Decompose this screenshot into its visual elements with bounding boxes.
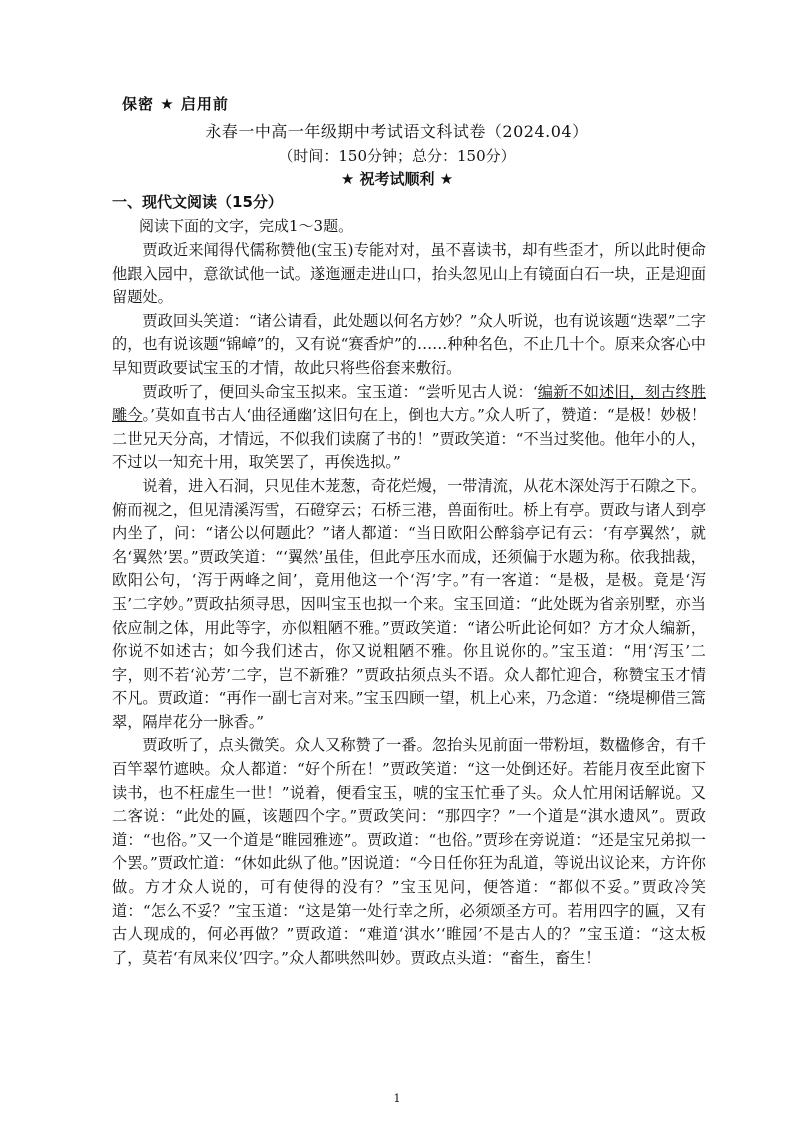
passage-paragraph-3 [112, 381, 706, 475]
exam-title: 永春一中高一年级期中考试语文科试卷（2024.04） [205, 122, 589, 141]
exam-subtitle: （时间：150分钟；总分：150分） [278, 147, 516, 165]
passage-paragraph-1: 贾政近来闻得代儒称赞他(宝玉)专能对对，虽不喜读书，却有些歪才，所以此时便命他跟入园中，意欲试他一试。遂迤逦走进山口，抬头忽见山上有镜面白石一块，正是迎面留题处。 [112, 241, 706, 307]
confidential-mark: 保密 ★ 启用前 [122, 95, 229, 113]
section-instruction: 阅读下面的文字，完成1～3题。 [139, 217, 354, 235]
passage-paragraph-5: 贾政听了，点头微笑。众人又称赞了一番。忽抬头见前面一带粉垣，数楹修舍，有千百竿翠竹遮映。众人都道：“好个所在！”贾政笑道：“这一处倒还好。若能月夜至此窗下读书，也不枉虚生一世！”说着，便看宝玉，唬的宝玉忙垂了头。众人忙用闲话解说。又二客说：“此处的匾，该题四个字。”贾政笑问：“那四字？”一个道是“淇水遗风”。贾政道：“也俗。”又一个道是“睢园雅迹”。贾政道：“也俗。”贾珍在旁说道：“还是宝兄弟拟一个罢。”贾政忙道：“休如此纵了他。”因说道：“今日任你狂为乱道，等说出议论来，方许你做。方才众人说的，可有使得的没有？”宝玉见问，便答道：“都似不妥。”贾政冷笑道：“怎么不妥？”宝玉道：“这是第一处行幸之所，必须颂圣方可。若用四字的匾，又有古人现成的，何必再做？”贾政道：“难道‘淇水’‘睢园’不是古人的？”宝玉道：“这太板了，莫若‘有凤来仪’四字。”众人都哄然叫妙。贾政点头道：“畜生，畜生！ [112, 736, 706, 967]
section-heading: 一、现代文阅读（15分） [112, 193, 283, 211]
reading-passage [112, 239, 706, 970]
passage-paragraph-2: 贾政回头笑道：“诸公请看，此处题以何名方妙？”众人听说，也有说该题“迭翠”二字的，也有说该题“锦嶂”的，又有说“赛香炉”的……种种名色，不止几十个。原来众客心中早知贾政要试宝玉的才情，故此只将些俗套来敷衍。 [112, 311, 706, 377]
exam-wish: ★ 祝考试顺利 ★ [340, 170, 454, 188]
underlined-quote: 编新不如述旧，刻古终胜雕今 [112, 382, 707, 425]
page-number: 1 [393, 1092, 401, 1105]
paragraph-3-text-end: 。’莫如直书古人‘曲径通幽’这旧句在上，倒也大方。”众人听了，赞道：“是极！妙极！二世兄天分高，才情远，不似我们读腐了书的！”贾政笑道：“不当过奖他。他年小的人，不过以一知充十用，取笑罢了，再俟选拟。” [112, 406, 707, 472]
passage-paragraph-4: 说着，进入石洞，只见佳木茏葱，奇花烂熳，一带清流，从花木深处泻于石隙之下。俯而视之，但见清溪泻雪，石磴穿云；石桥三港，兽面衔吐。桥上有亭。贾政与诸人到亭内坐了，问：“诸公以何题此？”诸人都道：“当日欧阳公醉翁亭记有云：‘有亭翼然’，就名‘翼然’罢。”贾政笑道：“‘翼然’虽佳，但此亭压水而成，还须偏于水题为称。依我拙裁，欧阳公句，‘泻于两峰之间’，竟用他这一个‘泻’字。”有一客道：“是极，是极。竟是‘泻玉’二字妙。”贾政拈须寻思，因叫宝玉也拟一个来。宝玉回道：“此处既为省亲别墅，亦当依应制之体，用此等字，亦似粗陋不雅。”贾政笑道：“诸公听此论何如？方才众人编新，你说不如述古；如今我们述古，你又说粗陋不雅。你且说你的。”宝玉道：“用‘泻玉’二字，则不若‘沁芳’二字，岂不新雅？”贾政拈须点头不语。众人都忙迎合，称赞宝玉才情不凡。贾政道：“再作一副七言对来。”宝玉四顾一望，机上心来，乃念道：“绕堤柳借三篙翠，隔岸花分一脉香。” [112, 476, 706, 731]
paragraph-3-text-start: 贾政听了，便回头命宝玉拟来。宝玉道：“尝听见古人说：‘ [142, 382, 538, 401]
